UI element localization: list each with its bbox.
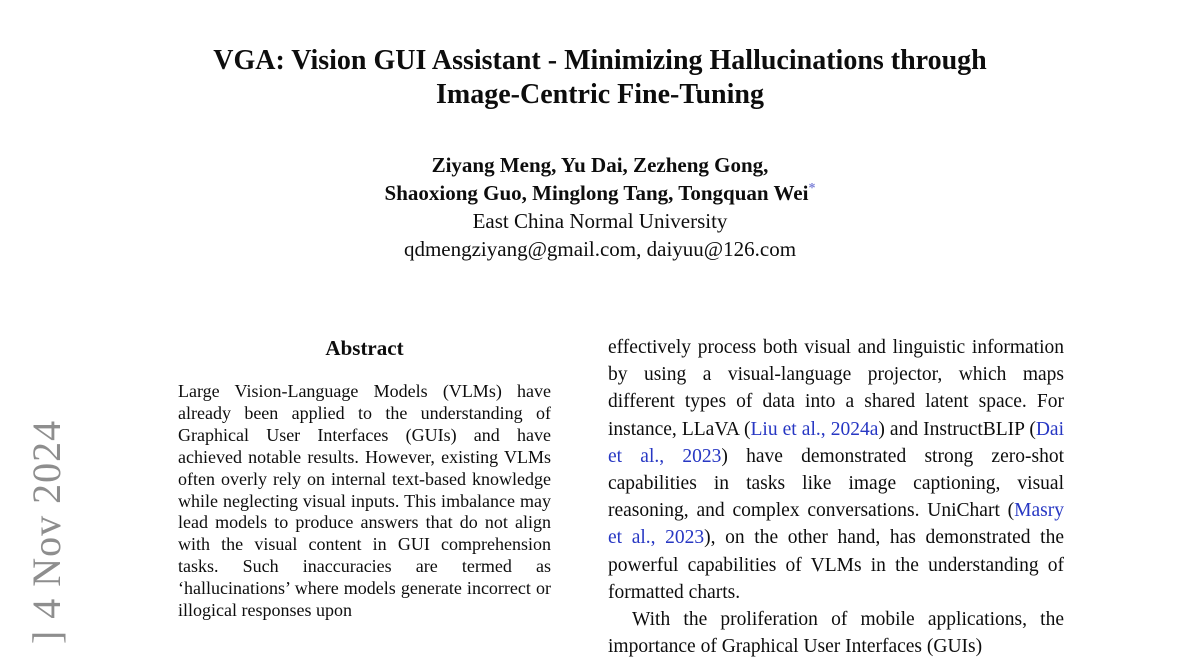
- citation-link[interactable]: Liu et al., 2024a: [750, 418, 879, 440]
- text-run: ), on the other hand, has demonstrated the powerful capabilities of VLMs in the understanding of formatted charts.: [608, 527, 1065, 603]
- text-run: ) have demonstrated strong zero-shot capabilities in tasks like image captioning, visual reasoning, and complex conversations. UniChart (: [608, 445, 1064, 522]
- intro-paragraph-1: [608, 334, 1064, 606]
- right-column: [608, 334, 1064, 660]
- paper-title-line2: Image-Centric Fine-Tuning: [436, 79, 764, 110]
- abstract-heading: Abstract: [325, 336, 404, 360]
- author-emails: qdmengziyang@gmail.com, daiyuu@126.com: [403, 237, 797, 261]
- text-run: effectively process both visual and linguistic information by using a visual-language projector, which maps different types of data into a shared latent space. For instance, LLaVA (: [608, 337, 1064, 440]
- author-line-2: [0, 179, 1200, 207]
- affiliation: East China Normal University: [472, 209, 728, 233]
- paper-title-line1: VGA: Vision GUI Assistant - Minimizing Hallucinations through: [213, 45, 987, 76]
- citation-link[interactable]: Dai et al., 2023: [608, 418, 1064, 467]
- citation-link[interactable]: Masry et al., 2023: [608, 500, 1064, 549]
- abstract-text: Large Vision-Language Models (VLMs) have already been applied to the understanding of Graphical User Interfaces (GUIs) and have achieved notable results. However, existing VLMs often overly rely on internal text-based knowledge while neglecting visual inputs. This imbalance may lead models to produce answers that do not align with the visual content in GUI comprehension tasks. Such inaccuracies are termed as ‘hallucinations’ where models generate incorrect or illogical responses upon: [178, 381, 551, 621]
- author-names: Shaoxiong Guo, Minglong Tang, Tongquan Wei: [384, 181, 809, 205]
- paper-title: [0, 44, 1200, 112]
- intro-paragraph-2: With the proliferation of mobile applications, the importance of Graphical User Interfaces (GUIs): [608, 609, 1064, 658]
- text-run: ) and InstructBLIP (: [878, 418, 1036, 440]
- arxiv-watermark: ] 4 Nov 2024: [24, 419, 69, 645]
- footnote-asterisk[interactable]: *: [808, 181, 816, 196]
- author-line-1: Ziyang Meng, Yu Dai, Zezheng Gong,: [431, 153, 769, 177]
- author-block: [0, 151, 1200, 263]
- left-column: [178, 336, 551, 622]
